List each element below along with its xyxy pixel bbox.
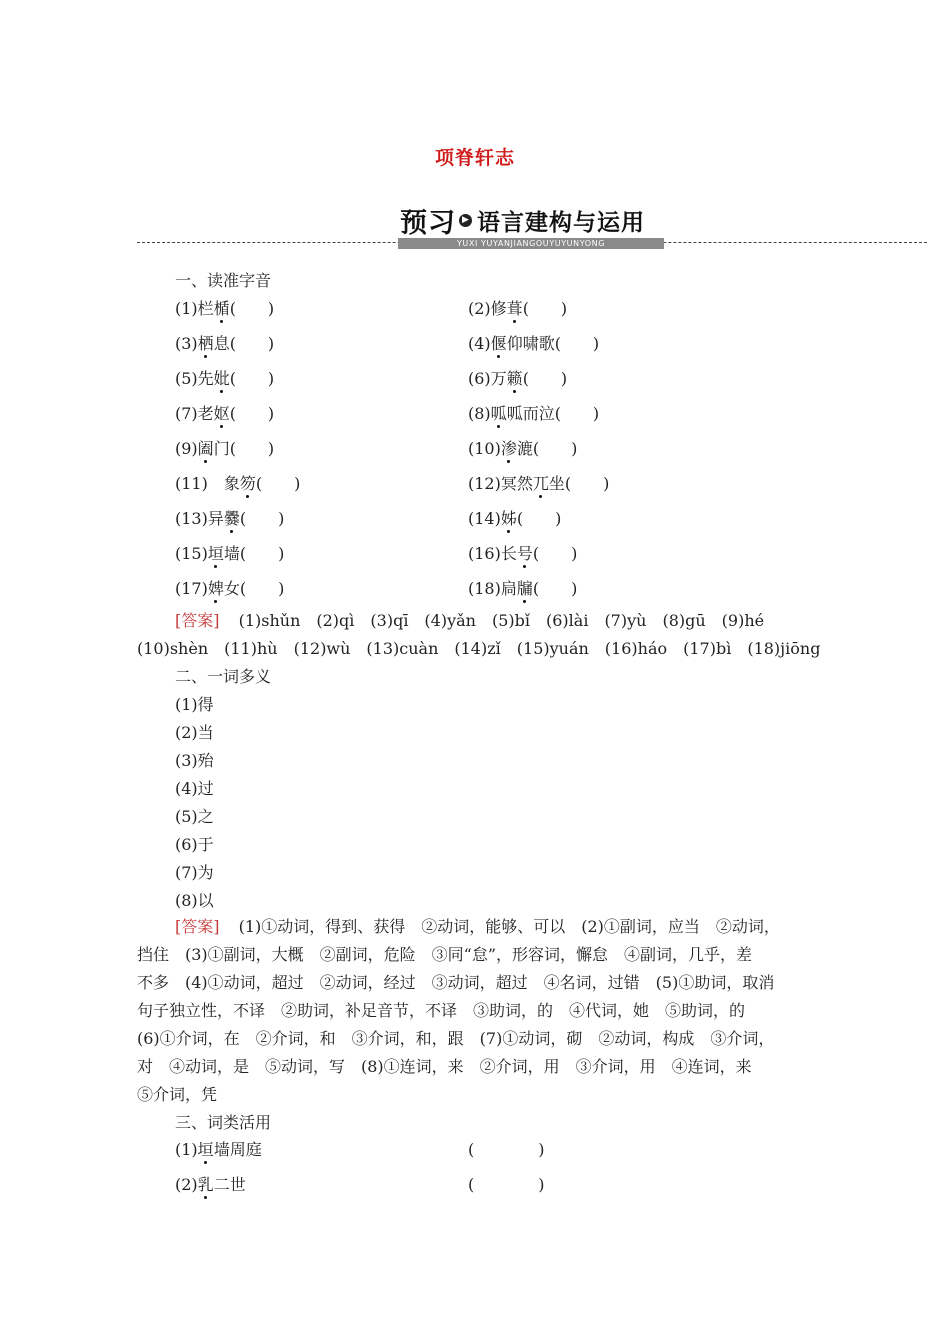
answer-text: 对 ④动词，是 ⑤动词，写 (8)①连词，来 ②介词，用 ③介词，用 ④连词，来 [137, 1057, 752, 1076]
pronunciation-item [468, 541, 577, 564]
pronunciation-item [175, 436, 274, 459]
emphasis-char: 号 [516, 544, 533, 563]
item-prefix: (10) [468, 439, 501, 458]
pronunciation-item [175, 506, 284, 529]
pronunciation-item [468, 436, 577, 459]
item-suffix: 二世 [213, 1175, 246, 1194]
item-prefix: (12)冥然 [468, 474, 533, 493]
item-prefix: (14) [468, 509, 501, 528]
emphasis-char: 垣 [197, 1140, 214, 1159]
item-suffix: 息( ) [213, 334, 275, 353]
answer-blank: ( ) [468, 1175, 545, 1194]
item-suffix: 墙( ) [223, 544, 285, 563]
pronunciation-item [468, 401, 599, 424]
item-suffix: 墙周庭 [213, 1140, 262, 1159]
pronunciation-item [175, 576, 284, 599]
item-prefix: (6)万 [468, 369, 507, 388]
item-suffix: ( ) [229, 299, 275, 318]
item-prefix: (13)异 [175, 509, 224, 528]
item-prefix: (2) [175, 1175, 198, 1194]
answer-text: (1)shǔn (2)qì (3)qī (4)yǎn (5)bǐ (6)lài (7)yù (8)gū (9)hé [238, 611, 765, 630]
pronunciation-item [468, 471, 609, 494]
section-heading: 三、词类活用 [175, 1113, 272, 1132]
answer-block [175, 914, 780, 937]
item-suffix: ( ) [532, 579, 578, 598]
emphasis-char: 婢 [207, 579, 224, 598]
polysemy-item: (7)为 [175, 863, 214, 882]
emphasis-char: 牖 [516, 579, 533, 598]
section-heading: 二、一词多义 [175, 667, 272, 686]
answer-tag: [答案] [175, 917, 220, 936]
polysemy-item: (2)当 [175, 723, 214, 742]
item-suffix: 仰啸歌( ) [506, 334, 600, 353]
item-prefix: (1) [175, 1140, 198, 1159]
item-prefix: (3) [175, 334, 198, 353]
answer-blank: ( ) [468, 1140, 545, 1159]
item-suffix: ( ) [239, 509, 285, 528]
polysemy-item: (5)之 [175, 807, 214, 826]
emphasis-char: 爨 [223, 509, 240, 528]
item-suffix: 坐( ) [548, 474, 610, 493]
emphasis-char: 乳 [197, 1175, 214, 1194]
section-banner [400, 203, 645, 237]
item-suffix: ( ) [532, 544, 578, 563]
pronunciation-item [468, 576, 577, 599]
emphasis-char: 阖 [197, 439, 214, 458]
emphasis-char: 偃 [490, 334, 507, 353]
answer-tag: [答案] [175, 611, 220, 630]
pronunciation-item [175, 541, 284, 564]
emphasis-char: 垣 [207, 544, 224, 563]
item-suffix: ( ) [255, 474, 301, 493]
polysemy-item: (6)于 [175, 835, 214, 854]
answer-text: (1)①动词，得到、获得 ②动词，能够、可以 (2)①副词，应当 ②动词， [238, 917, 780, 936]
polysemy-item: (1)得 [175, 695, 214, 714]
pronunciation-item [175, 471, 300, 494]
item-prefix: (17) [175, 579, 208, 598]
emphasis-char: 兀 [532, 474, 549, 493]
item-suffix: 女( ) [223, 579, 285, 598]
emphasis-char: 楯 [213, 299, 230, 318]
pronunciation-item [175, 401, 274, 424]
item-prefix: (8) [468, 404, 491, 423]
emphasis-char: 葺 [506, 299, 523, 318]
polysemy-item: (3)殆 [175, 751, 214, 770]
item-suffix: ( ) [522, 369, 568, 388]
item-suffix: ( ) [516, 509, 562, 528]
pronunciation-item [468, 331, 599, 354]
item-prefix: (9) [175, 439, 198, 458]
answer-text: 句子独立性，不译 ②助词，补足音节，不译 ③助词，的 ④代词，她 ⑤助词，的 [137, 1001, 746, 1020]
word-class-item [175, 1137, 262, 1160]
pronunciation-item [468, 366, 567, 389]
banner-main: 预习 [400, 207, 456, 239]
item-prefix: (11) 象 [175, 474, 240, 493]
item-prefix: (7)老 [175, 404, 214, 423]
answer-text: ⑤介词，凭 [137, 1085, 218, 1104]
pronunciation-item [468, 506, 561, 529]
polysemy-item: (4)过 [175, 779, 214, 798]
emphasis-char: 呱 [490, 404, 507, 423]
arrow-right-icon: ▶ [459, 214, 472, 227]
banner-pinyin: YUXI YUYANJIANGOUYUYUNYONG [398, 238, 664, 249]
item-suffix: 漉( ) [516, 439, 578, 458]
answer-text: 挡住 (3)①副词，大概 ②副词，危险 ③同“怠”，形容词，懈怠 ④副词，几乎，差 [137, 945, 753, 964]
item-suffix: 呱而泣( ) [506, 404, 600, 423]
emphasis-char: 姊 [500, 509, 517, 528]
answer-text: (10)shèn (11)hù (12)wù (13)cuàn (14)zǐ (15)yuán (16)háo (17)bì (18)jiōng [137, 639, 821, 658]
item-prefix: (4) [468, 334, 491, 353]
item-suffix: 门( ) [213, 439, 275, 458]
item-prefix: (2)修 [468, 299, 507, 318]
item-suffix: ( ) [229, 404, 275, 423]
item-prefix: (1)栏 [175, 299, 214, 318]
document-title: 项脊轩志 [434, 147, 515, 169]
answer-block [175, 608, 764, 631]
emphasis-char: 籁 [506, 369, 523, 388]
emphasis-char: 妣 [213, 369, 230, 388]
item-prefix: (16)长 [468, 544, 517, 563]
pronunciation-item [175, 366, 274, 389]
pronunciation-item [175, 296, 274, 319]
pronunciation-item [468, 296, 567, 319]
emphasis-char: 栖 [197, 334, 214, 353]
item-prefix: (15) [175, 544, 208, 563]
item-suffix: ( ) [229, 369, 275, 388]
section-heading: 一、读准字音 [175, 271, 272, 290]
emphasis-char: 妪 [213, 404, 230, 423]
answer-text: 不多 (4)①动词，超过 ②动词，经过 ③动词，超过 ④名词，过错 (5)①助词，取消 [137, 973, 775, 992]
item-suffix: ( ) [522, 299, 568, 318]
word-class-item [175, 1172, 246, 1195]
item-prefix: (18)扃 [468, 579, 517, 598]
emphasis-char: 渗 [500, 439, 517, 458]
answer-text: (6)①介词，在 ②介词，和 ③介词，和，跟 (7)①动词，砌 ②动词，构成 ③介词， [137, 1029, 775, 1048]
item-prefix: (5)先 [175, 369, 214, 388]
pronunciation-item [175, 331, 274, 354]
banner-subtitle: 语言建构与运用 [477, 209, 645, 236]
polysemy-item: (8)以 [175, 891, 214, 910]
emphasis-char: 笏 [239, 474, 256, 493]
